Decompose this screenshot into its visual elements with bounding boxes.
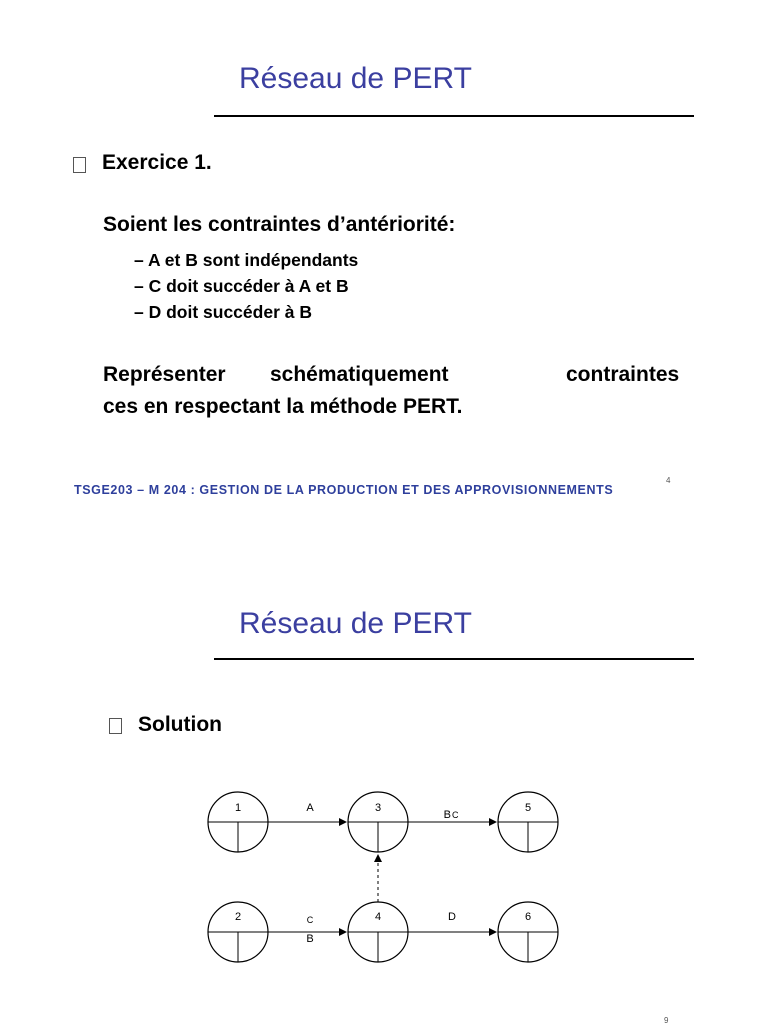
pert-node-3 — [348, 792, 408, 852]
edge-label-c-sub: C — [452, 810, 459, 820]
instruction-word-3: contraintes — [566, 363, 680, 386]
pert-network-diagram — [190, 780, 580, 980]
constraint-item: – C doit succéder à A et B — [134, 276, 349, 296]
slide2-title: Réseau de PERT — [239, 607, 472, 640]
node-1-label: 1 — [234, 802, 242, 814]
pert-node-1 — [208, 792, 268, 852]
pert-node-5 — [498, 792, 558, 852]
pert-node-4 — [348, 902, 408, 962]
edge-label-b-lower: B — [306, 933, 314, 945]
pert-node-6 — [498, 902, 558, 962]
instruction-word-2: schématiquement — [270, 363, 449, 386]
pert-node-2 — [208, 902, 268, 962]
node-3-label: 3 — [374, 802, 382, 814]
slide1-title: Réseau de PERT — [239, 62, 472, 95]
constraint-item: – D doit succéder à B — [134, 302, 312, 322]
page-number: 9 — [664, 1016, 669, 1025]
slide-footer: TSGE203 – M 204 : GESTION DE LA PRODUCTION ET DES APPROVISIONNEMENTS — [74, 483, 614, 497]
slide1-title-rule — [214, 115, 694, 117]
solution-heading: Solution — [138, 713, 222, 736]
bullet-box-icon — [109, 718, 122, 734]
instruction-word-1: Représenter — [103, 363, 226, 386]
instruction-line-2: ces en respectant la méthode PERT. — [103, 395, 463, 418]
node-4-label: 4 — [374, 911, 382, 923]
edge-label-c-small: C — [306, 915, 314, 925]
slide2-title-rule — [214, 658, 694, 660]
exercise-heading: Exercice 1. — [102, 151, 212, 174]
constraints-intro: Soient les contraintes d’antériorité: — [103, 213, 456, 236]
edge-label-d: D — [448, 911, 456, 923]
edge-label-a: A — [306, 802, 314, 814]
constraint-item: – A et B sont indépendants — [134, 250, 359, 270]
page-number: 4 — [666, 476, 671, 485]
node-6-label: 6 — [524, 911, 532, 923]
bullet-box-icon — [73, 157, 86, 173]
node-2-label: 2 — [234, 911, 242, 923]
edge-label-b: B — [443, 809, 451, 821]
node-5-label: 5 — [524, 802, 532, 814]
